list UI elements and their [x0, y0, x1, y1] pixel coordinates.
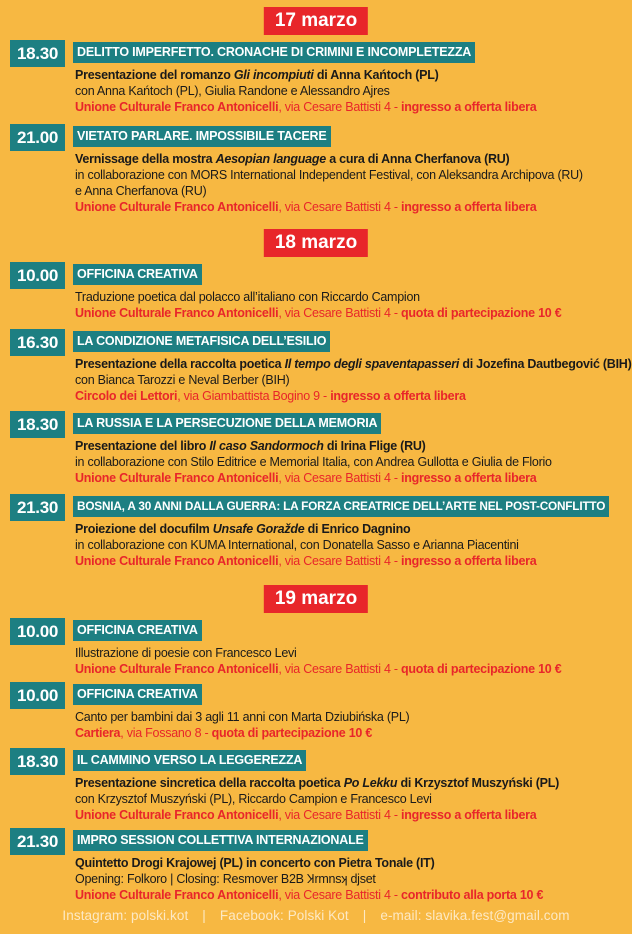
event-description: Proiezione del docufilm Unsafe Goražde di Enrico Dagnino — [75, 522, 411, 536]
event-guests: e Anna Cherfanova (RU) — [75, 184, 207, 198]
event-venue: Cartiera, via Fossano 8 - quota di partecipazione 10 € — [75, 726, 373, 740]
event-venue: Unione Culturale Franco Antonicelli, via Cesare Battisti 4 - ingresso a offerta libera — [75, 200, 537, 214]
event-description: Presentazione del romanzo Gli incompiuti di Anna Kańtoch (PL) — [75, 68, 439, 82]
event-title: DELITTO IMPERFETTO. CRONACHE DI CRIMINI E INCOMPLETEZZA — [73, 42, 475, 63]
day-header-18: 18 marzo — [264, 229, 368, 257]
event-venue: Unione Culturale Franco Antonicelli, via Cesare Battisti 4 - ingresso a offerta libera — [75, 471, 537, 485]
event-venue: Unione Culturale Franco Antonicelli, via Cesare Battisti 4 - ingresso a offerta libera — [75, 554, 537, 568]
event-title: LA CONDIZIONE METAFISICA DELL’ESILIO — [73, 331, 330, 352]
event-venue: Unione Culturale Franco Antonicelli, via Cesare Battisti 4 - ingresso a offerta libera — [75, 808, 537, 822]
day-header-17: 17 marzo — [264, 7, 368, 35]
event-description: Canto per bambini dai 3 agli 11 anni con Marta Dziubińska (PL) — [75, 710, 410, 724]
event-venue: Unione Culturale Franco Antonicelli, via Cesare Battisti 4 - ingresso a offerta libera — [75, 100, 537, 114]
event-description: Presentazione sincretica della raccolta poetica Po Lekku di Krzysztof Muszyński (PL) — [75, 776, 560, 790]
event-description: Quintetto Drogi Krajowej (PL) in concerto con Pietra Tonale (IT) — [75, 856, 435, 870]
event-time: 18.30 — [10, 40, 65, 67]
event-time: 21.30 — [10, 828, 65, 855]
instagram-link[interactable]: Instagram: polski.kot — [62, 908, 189, 923]
event-time: 16.30 — [10, 329, 65, 356]
event-guests: in collaborazione con KUMA International, con Donatella Sasso e Arianna Piacentini — [75, 538, 519, 552]
event-time: 10.00 — [10, 618, 65, 645]
event-time: 21.00 — [10, 124, 65, 151]
email-link[interactable]: e-mail: slavika.fest@gmail.com — [380, 908, 570, 923]
event-guests: con Anna Kańtoch (PL), Giulia Randone e Alessandro Ajres — [75, 84, 390, 98]
event-description: Presentazione del libro Il caso Sandormoch di Irina Flige (RU) — [75, 439, 426, 453]
event-time: 21.30 — [10, 494, 65, 521]
event-description: Traduzione poetica dal polacco all’italiano con Riccardo Campion — [75, 290, 420, 304]
footer-contacts — [0, 908, 632, 923]
event-title: OFFICINA CREATIVA — [73, 684, 202, 705]
event-time: 18.30 — [10, 748, 65, 775]
event-guests: in collaborazione con MORS International Independent Festival, con Aleksandra Archipova (RU) — [75, 168, 583, 182]
event-venue: Circolo dei Lettori, via Giambattista Bogino 9 - ingresso a offerta libera — [75, 389, 466, 403]
event-description: Vernissage della mostra Aesopian language a cura di Anna Cherfanova (RU) — [75, 152, 510, 166]
event-title: OFFICINA CREATIVA — [73, 264, 202, 285]
event-title: IL CAMMINO VERSO LA LEGGEREZZA — [73, 750, 306, 771]
event-time: 10.00 — [10, 262, 65, 289]
event-title: OFFICINA CREATIVA — [73, 620, 202, 641]
event-title: IMPRO SESSION COLLETTIVA INTERNAZIONALE — [73, 830, 368, 851]
footer-separator: | — [202, 908, 206, 923]
event-time: 10.00 — [10, 682, 65, 709]
event-guests: con Krzysztof Muszyński (PL), Riccardo Campion e Francesco Levi — [75, 792, 432, 806]
event-description: Illustrazione di poesie con Francesco Levi — [75, 646, 297, 660]
footer-separator: | — [362, 908, 367, 923]
event-title: LA RUSSIA E LA PERSECUZIONE DELLA MEMORIA — [73, 413, 381, 434]
event-guests: in collaborazione con Stilo Editrice e Memorial Italia, con Andrea Gullotta e Giulia de Florio — [75, 455, 552, 469]
event-venue: Unione Culturale Franco Antonicelli, via Cesare Battisti 4 - quota di partecipazione 10 € — [75, 662, 562, 676]
facebook-link[interactable]: Facebook: Polski Kot — [219, 908, 349, 923]
event-title: BOSNIA, A 30 ANNI DALLA GUERRA: LA FORZA CREATRICE DELL’ARTE NEL POST-CONFLITTO — [73, 496, 609, 517]
event-venue: Unione Culturale Franco Antonicelli, via Cesare Battisti 4 - quota di partecipazione 10 € — [75, 306, 562, 320]
event-description: Presentazione della raccolta poetica Il tempo degli spaventapasseri di Jozefina Dautbegović (BIH) — [75, 357, 632, 371]
day-header-19: 19 marzo — [264, 585, 368, 613]
event-guests: con Bianca Tarozzi e Neval Berber (BIH) — [75, 373, 290, 387]
event-title: VIETATO PARLARE. IMPOSSIBILE TACERE — [73, 126, 331, 147]
event-guests: Opening: Folkoro | Closing: Resmover B2B Ʞrmnsʞ djset — [75, 872, 376, 886]
event-time: 18.30 — [10, 411, 65, 438]
event-venue: Unione Culturale Franco Antonicelli, via Cesare Battisti 4 - contributo alla porta 10 € — [75, 888, 544, 902]
